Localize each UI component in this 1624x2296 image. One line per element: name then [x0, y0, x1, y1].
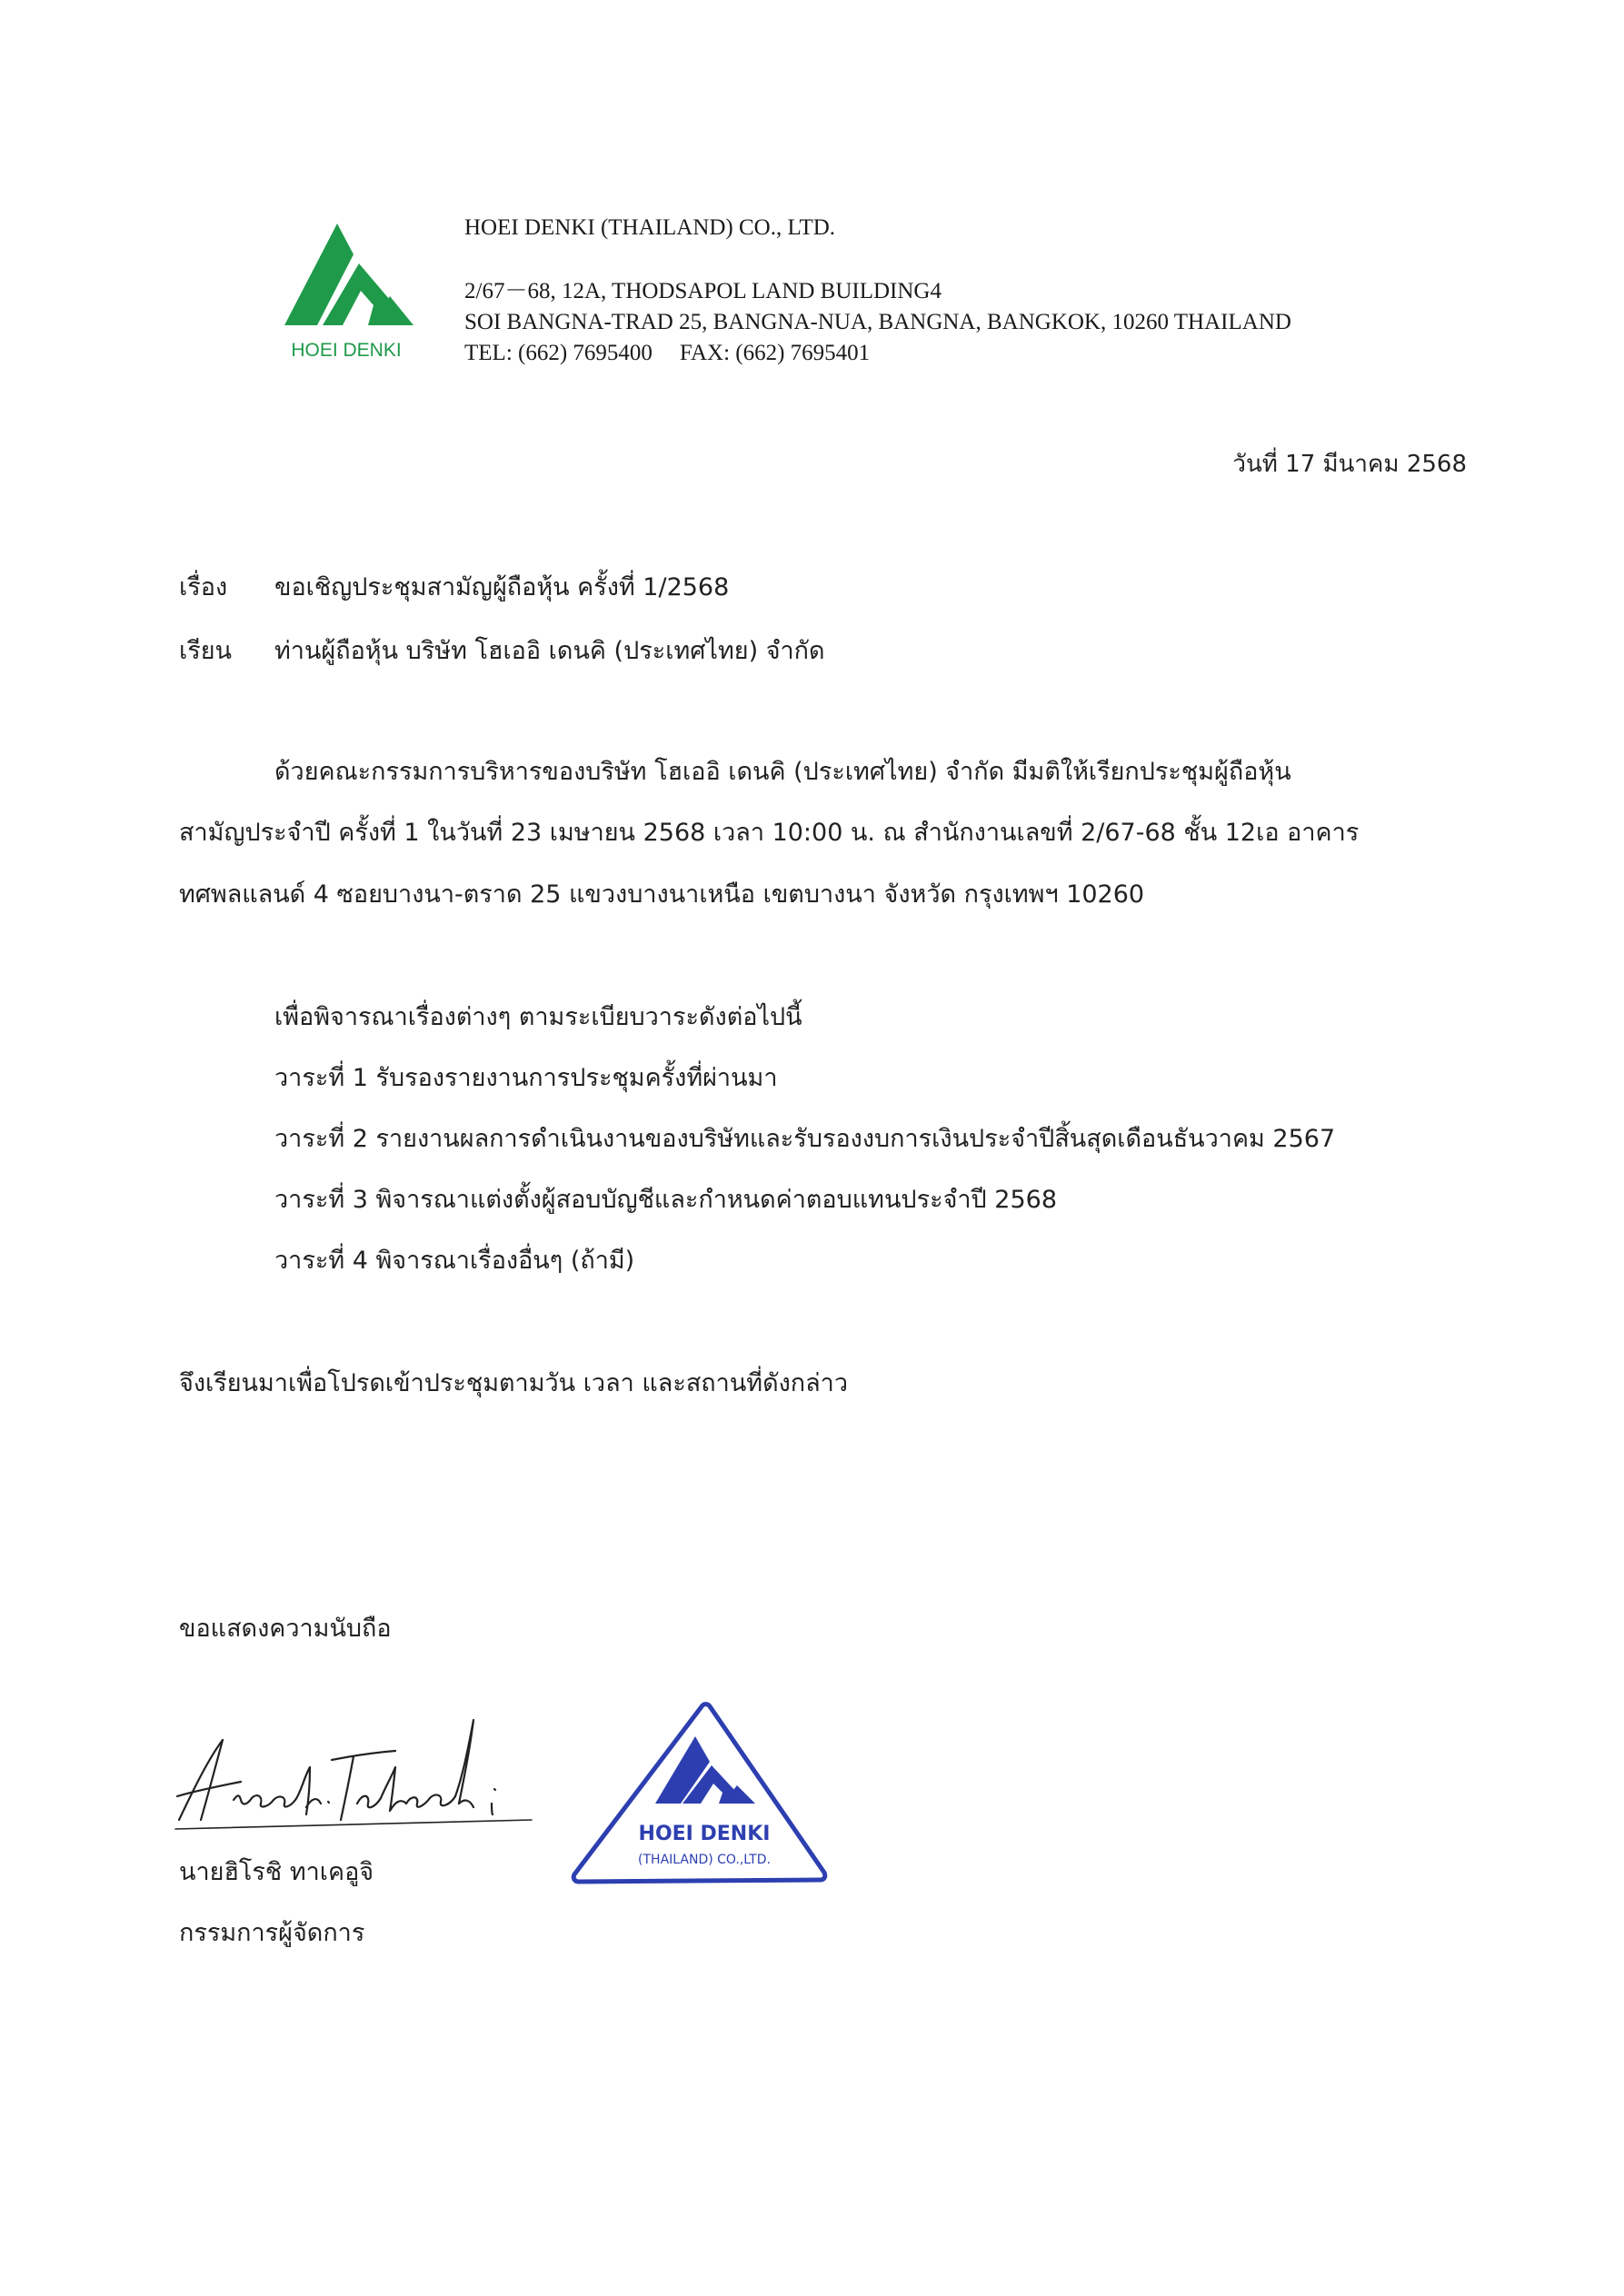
subject-text: ขอเชิญประชุมสามัญผู้ถือหุ้น ครั้งที่ 1/2568: [274, 573, 730, 601]
body-line-2: สามัญประจำปี ครั้งที่ 1 ในวันที่ 23 เมษายน 2568 เวลา 10:00 น. ณ สำนักงานเลขที่ 2/67-68 ชั้น 12เอ อาคาร: [179, 819, 1360, 847]
logo-text: HOEI DENKI: [291, 340, 402, 361]
contact-line: [464, 340, 870, 367]
company-seal-stamp: [568, 1695, 832, 1894]
address-line-2: SOI BANGNA-TRAD 25, BANGNA-NUA, BANGNA, BANGKOK, 10260 THAILAND: [464, 310, 1291, 334]
seal-text-line-1: HOEI DENKI: [638, 1823, 771, 1845]
recipient-text: ท่านผู้ถือหุ้น บริษัท โฮเออิ เดนคิ (ประเทศไทย) จำกัด: [274, 637, 825, 665]
company-name: HOEI DENKI (THAILAND) CO., LTD.: [464, 215, 836, 240]
company-logo: [277, 218, 423, 373]
agenda-intro: เพื่อพิจารณาเรื่องต่างๆ ตามระเบียบวาระดังต่อไปนี้: [274, 1003, 802, 1031]
signer-title: กรรมการผู้จัดการ: [179, 1919, 365, 1947]
signer-name: นายฮิโรชิ ทาเคอูจิ: [179, 1858, 374, 1886]
subject-label: เรื่อง: [179, 573, 228, 601]
recipient-label: เรียน: [179, 637, 233, 665]
agenda-item: วาระที่ 1 รับรองรายงานการประชุมครั้งที่ผ่านมา: [274, 1064, 778, 1092]
address-line-1: 2/67－68, 12A, THODSAPOL LAND BUILDING4: [464, 279, 942, 303]
closing-text: จึงเรียนมาเพื่อโปรดเข้าประชุมตามวัน เวลา และสถานที่ดังกล่าว: [179, 1369, 849, 1397]
handwritten-signature: [168, 1713, 541, 1835]
body-line-1: ด้วยคณะกรรมการบริหารของบริษัท โฮเออิ เดนคิ (ประเทศไทย) จำกัด มีมติให้เรียกประชุมผู้ถือหุ้น: [274, 758, 1291, 786]
agenda-item: วาระที่ 3 พิจารณาแต่งตั้งผู้สอบบัญชีและกำหนดค่าตอบแทนประจำปี 2568: [274, 1186, 1057, 1214]
agenda-item: วาระที่ 2 รายงานผลการดำเนินงานของบริษัทและรับรองงบการเงินประจำปีสิ้นสุดเดือนธันวาคม 2567: [274, 1125, 1336, 1153]
regards-text: ขอแสดงความนับถือ: [179, 1615, 392, 1643]
fax-number: FAX: (662) 7695401: [679, 341, 871, 365]
letter-date: วันที่ 17 มีนาคม 2568: [1232, 451, 1467, 478]
phone-number: TEL: (662) 7695400: [464, 341, 653, 365]
seal-text-line-2: (THAILAND) CO.,LTD.: [638, 1853, 771, 1867]
body-line-3: ทศพลแลนด์ 4 ซอยบางนา-ตราด 25 แขวงบางนาเหนือ เขตบางนา จังหวัด กรุงเทพฯ 10260: [179, 880, 1145, 909]
agenda-item: วาระที่ 4 พิจารณาเรื่องอื่นๆ (ถ้ามี): [274, 1247, 635, 1275]
